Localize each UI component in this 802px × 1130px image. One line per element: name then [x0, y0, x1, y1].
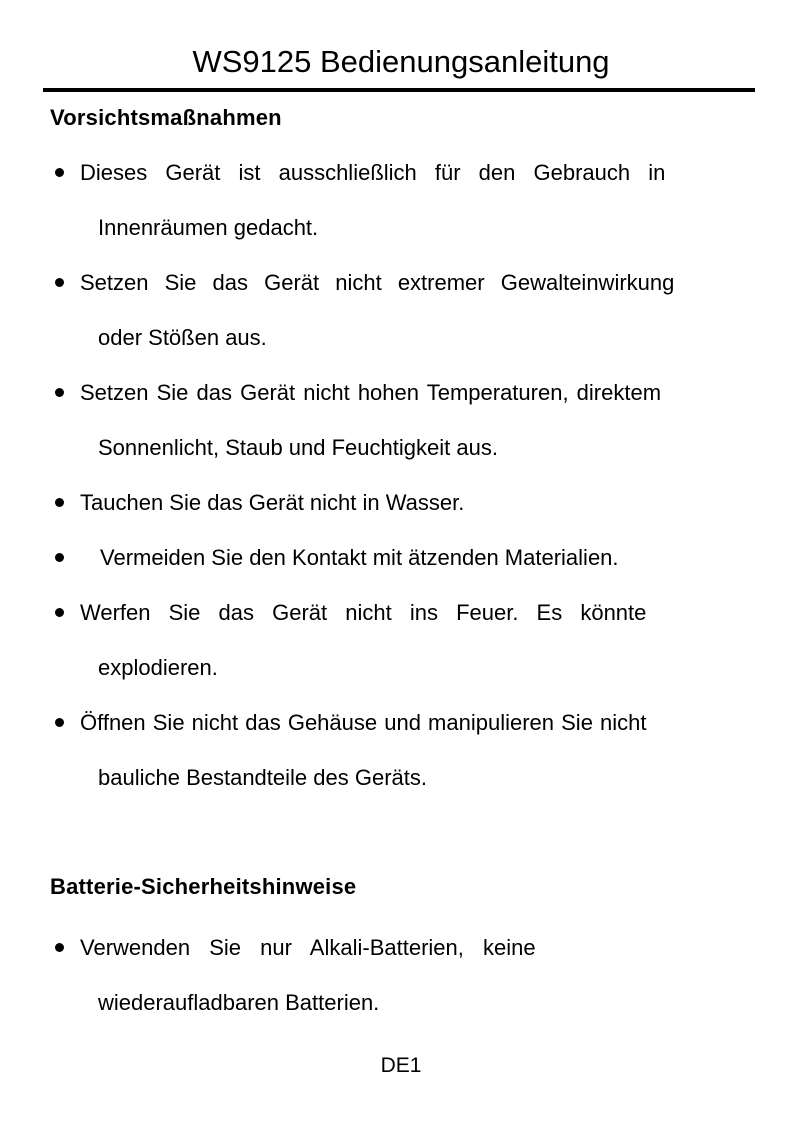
bullet-icon: [55, 278, 64, 287]
list-item-line: oder Stößen aus.: [98, 325, 267, 350]
list-item: [50, 585, 762, 695]
list-item-line: wiederaufladbaren Batterien.: [98, 990, 380, 1015]
bullet-icon: [55, 553, 64, 562]
list-item-line: Innenräumen gedacht.: [98, 215, 319, 240]
list-item-line: explodieren.: [98, 655, 218, 680]
bullet-icon: [55, 943, 64, 952]
list-item: [50, 145, 762, 255]
list-item-line: Dieses Gerät ist ausschließlich für den Gebrauch in: [80, 160, 666, 185]
list-item-line: Vermeiden Sie den Kontakt mit ätzenden Materialien.: [100, 545, 619, 570]
list-item-line: bauliche Bestandteile des Geräts.: [98, 765, 427, 790]
title-divider: [43, 88, 755, 92]
bullet-icon: [55, 498, 64, 507]
bullet-icon: [55, 718, 64, 727]
list-item-line: Öffnen Sie nicht das Gehäuse und manipulieren Sie nicht: [80, 710, 647, 735]
list-item: [50, 530, 762, 585]
list-item-line: Sonnenlicht, Staub und Feuchtigkeit aus.: [98, 435, 498, 460]
page-number: DE1: [380, 1054, 422, 1077]
list-item-line: Verwenden Sie nur Alkali-Batterien, keine: [80, 935, 536, 960]
precautions-list: [50, 145, 762, 805]
list-item: [50, 920, 762, 1030]
list-item-line: Setzen Sie das Gerät nicht extremer Gewalteinwirkung: [80, 270, 675, 295]
section-heading-precautions: Vorsichtsmaßnahmen: [50, 105, 282, 130]
list-item: [50, 255, 762, 365]
battery-safety-list: [50, 920, 762, 1030]
list-item-line: Tauchen Sie das Gerät nicht in Wasser.: [80, 490, 465, 515]
list-item: [50, 475, 762, 530]
bullet-icon: [55, 168, 64, 177]
list-item-line: Setzen Sie das Gerät nicht hohen Temperaturen, direktem: [80, 380, 662, 405]
page-title: WS9125 Bedienungsanleitung: [192, 44, 610, 79]
bullet-icon: [55, 608, 64, 617]
section-heading-battery-safety: Batterie-Sicherheitshinweise: [50, 874, 357, 899]
list-item-line: Werfen Sie das Gerät nicht ins Feuer. Es könnte: [80, 600, 647, 625]
bullet-icon: [55, 388, 64, 397]
list-item: [50, 365, 762, 475]
page-content: [50, 104, 762, 1030]
list-item: [50, 695, 762, 805]
